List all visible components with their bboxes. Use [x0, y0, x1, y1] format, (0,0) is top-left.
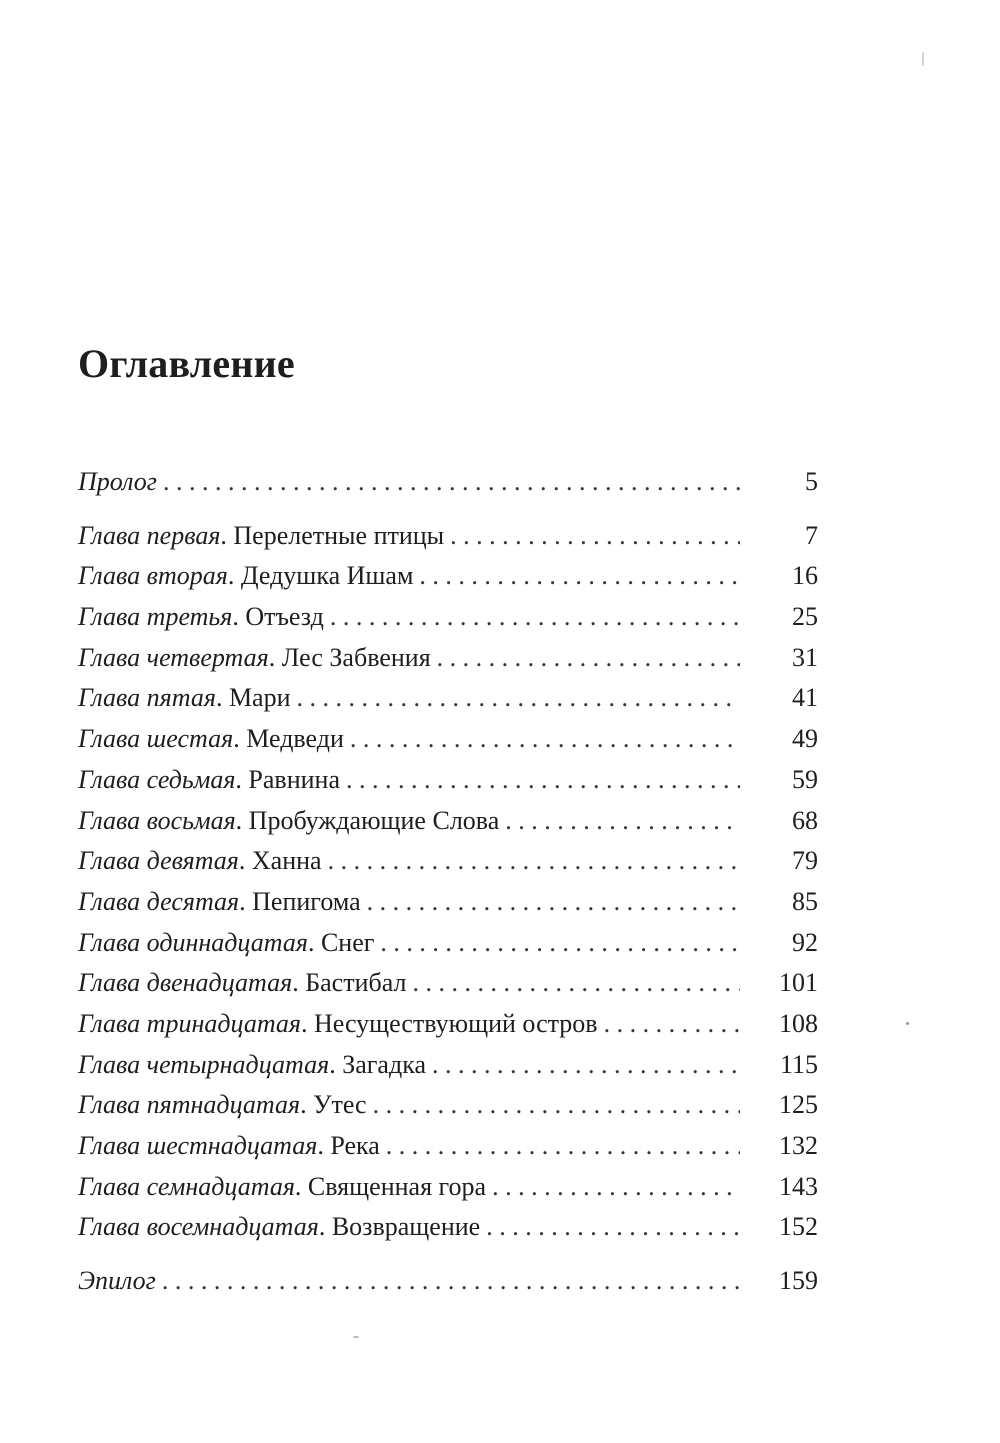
entry-title: Лес Забвения [281, 642, 431, 672]
toc-entry [78, 760, 818, 801]
toc-entry [78, 556, 818, 597]
entry-label [78, 462, 157, 503]
entry-title: Равнина [248, 764, 340, 794]
entry-title: Несуществующий остров [314, 1008, 598, 1038]
dot-leader [450, 516, 740, 557]
dot-leader [492, 1167, 740, 1208]
entry-label: Глава двенадцатая. Бастибал [78, 968, 407, 998]
entry-label: Глава пятая. Мари [78, 683, 291, 713]
dot-leader [330, 597, 740, 638]
dot-leader [380, 923, 740, 964]
entry-page-number: 85 [792, 886, 818, 916]
dot-leader [162, 1261, 740, 1302]
entry-page-number: 16 [792, 561, 818, 591]
paper-speck [922, 52, 924, 66]
entry-page-number: 59 [792, 764, 818, 794]
toc-entry [78, 1004, 818, 1045]
dot-leader [432, 1045, 740, 1086]
entry-page-number: 31 [792, 642, 818, 672]
entry-page-number: 79 [792, 846, 818, 876]
dot-leader [163, 462, 740, 503]
toc-entry [78, 678, 818, 719]
entry-chapter: Глава десятая [78, 886, 240, 916]
entry-page-number: 49 [792, 724, 818, 754]
toc-entry [78, 1126, 818, 1167]
entry-chapter: Глава пятая [78, 683, 216, 713]
entry-title: Перелетные птицы [233, 520, 445, 550]
toc-entry-prologue [78, 462, 818, 503]
dot-leader [486, 1207, 740, 1248]
toc-entry [78, 719, 818, 760]
entry-title: Возвращение [331, 1212, 481, 1242]
dot-leader [297, 678, 740, 719]
entry-title: Загадка [342, 1049, 426, 1079]
entry-label: Глава первая. Перелетные птицы [78, 520, 445, 550]
table-of-contents [78, 462, 818, 1302]
entry-title: Священная гора [307, 1171, 487, 1201]
dot-leader [386, 1126, 740, 1167]
entry-label: Глава шестнадцатая. Река [78, 1131, 380, 1160]
entry-chapter: Глава восемнадцатая [78, 1212, 319, 1242]
entry-chapter: Глава третья [78, 602, 233, 632]
entry-chapter: Глава первая [78, 520, 221, 550]
toc-entry-epilogue [78, 1261, 818, 1302]
entry-chapter: Глава одиннадцатая [78, 927, 308, 957]
toc-entry [78, 1207, 818, 1248]
dot-leader [346, 760, 740, 801]
entry-label: Глава четырнадцатая. Загадка [78, 1049, 426, 1079]
entry-chapter: Глава шестнадцатая [78, 1131, 318, 1160]
entry-label: Глава семнадцатая. Священная гора [78, 1171, 487, 1201]
entry-label: Глава восьмая. Пробуждающие Слова [78, 805, 500, 835]
dot-leader [367, 882, 740, 923]
dot-leader [505, 801, 740, 842]
entry-chapter: Глава седьмая [78, 764, 236, 794]
entry-label: Глава пятнадцатая. Утес [78, 1090, 367, 1120]
entry-label [78, 1261, 156, 1302]
toc-entry [78, 963, 818, 1004]
entry-page-number: 92 [792, 927, 818, 957]
entry-chapter: Пролог [78, 467, 157, 496]
entry-label: Глава четвертая. Лес Забвения [78, 642, 431, 672]
entry-page-number: 108 [779, 1008, 818, 1038]
entry-page-number: 101 [779, 968, 818, 998]
dot-leader [419, 556, 740, 597]
entry-page-number: 5 [805, 467, 818, 496]
entry-title: Отъезд [245, 602, 324, 632]
entry-page-number: 41 [792, 683, 818, 713]
entry-title: Медведи [246, 724, 344, 754]
toc-entry [78, 923, 818, 964]
entry-title: Утес [313, 1090, 367, 1120]
entry-chapter: Глава четвертая [78, 642, 269, 672]
entry-title: Пепигома [252, 886, 361, 916]
paper-speck [906, 1022, 909, 1025]
entry-label: Глава седьмая. Равнина [78, 764, 340, 794]
entry-chapter: Эпилог [78, 1266, 156, 1296]
toc-entry [78, 841, 818, 882]
entry-title: Пробуждающие Слова [248, 805, 500, 835]
entry-title: Дедушка Ишам [240, 561, 414, 591]
entry-chapter: Глава пятнадцатая [78, 1090, 301, 1120]
toc-entry [78, 1045, 818, 1086]
dot-leader [373, 1085, 740, 1126]
entry-chapter: Глава шестая [78, 724, 234, 754]
entry-label: Глава шестая. Медведи [78, 724, 344, 754]
entry-page-number: 125 [779, 1090, 818, 1120]
entry-label: Глава тринадцатая. Несуществующий остров [78, 1008, 598, 1038]
entry-label: Глава одиннадцатая. Снег [78, 927, 375, 957]
entry-label: Глава третья. Отъезд [78, 602, 324, 632]
toc-entry [78, 1085, 818, 1126]
page-title: Оглавление [78, 341, 295, 386]
entry-chapter: Глава четырнадцатая [78, 1049, 330, 1079]
entry-title: Снег [320, 927, 375, 957]
dot-leader [412, 963, 740, 1004]
entry-chapter: Глава тринадцатая [78, 1008, 301, 1038]
paper-speck [353, 1336, 359, 1338]
entry-label: Глава девятая. Ханна [78, 846, 322, 876]
entry-page-number: 7 [805, 520, 818, 550]
entry-label: Глава десятая. Пепигома [78, 886, 361, 916]
entry-page-number: 143 [779, 1171, 818, 1201]
entry-page-number: 25 [792, 602, 818, 632]
entry-page-number: 159 [779, 1266, 818, 1296]
entry-label: Глава восемнадцатая. Возвращение [78, 1212, 481, 1242]
entry-page-number: 115 [779, 1049, 818, 1079]
dot-leader [604, 1004, 740, 1045]
entry-title: Мари [228, 683, 291, 713]
toc-entry [78, 801, 818, 842]
entry-chapter: Глава вторая [78, 561, 228, 591]
toc-entry [78, 516, 818, 557]
entry-label: Глава вторая. Дедушка Ишам [78, 561, 414, 591]
entry-chapter: Глава девятая [78, 846, 239, 876]
entry-chapter: Глава семнадцатая [78, 1171, 295, 1201]
entry-title: Ханна [251, 846, 322, 876]
entry-title: Река [330, 1131, 380, 1160]
dot-leader [350, 719, 740, 760]
toc-entry [78, 882, 818, 923]
entry-chapter: Глава двенадцатая [78, 968, 293, 998]
toc-entry [78, 597, 818, 638]
dot-leader [328, 841, 740, 882]
entry-page-number: 132 [779, 1131, 818, 1160]
entry-page-number: 152 [779, 1212, 818, 1242]
toc-entry [78, 1167, 818, 1208]
entry-page-number: 68 [792, 805, 818, 835]
entry-title: Бастибал [305, 968, 407, 998]
toc-entry [78, 638, 818, 679]
dot-leader [437, 638, 740, 679]
entry-chapter: Глава восьмая [78, 805, 236, 835]
